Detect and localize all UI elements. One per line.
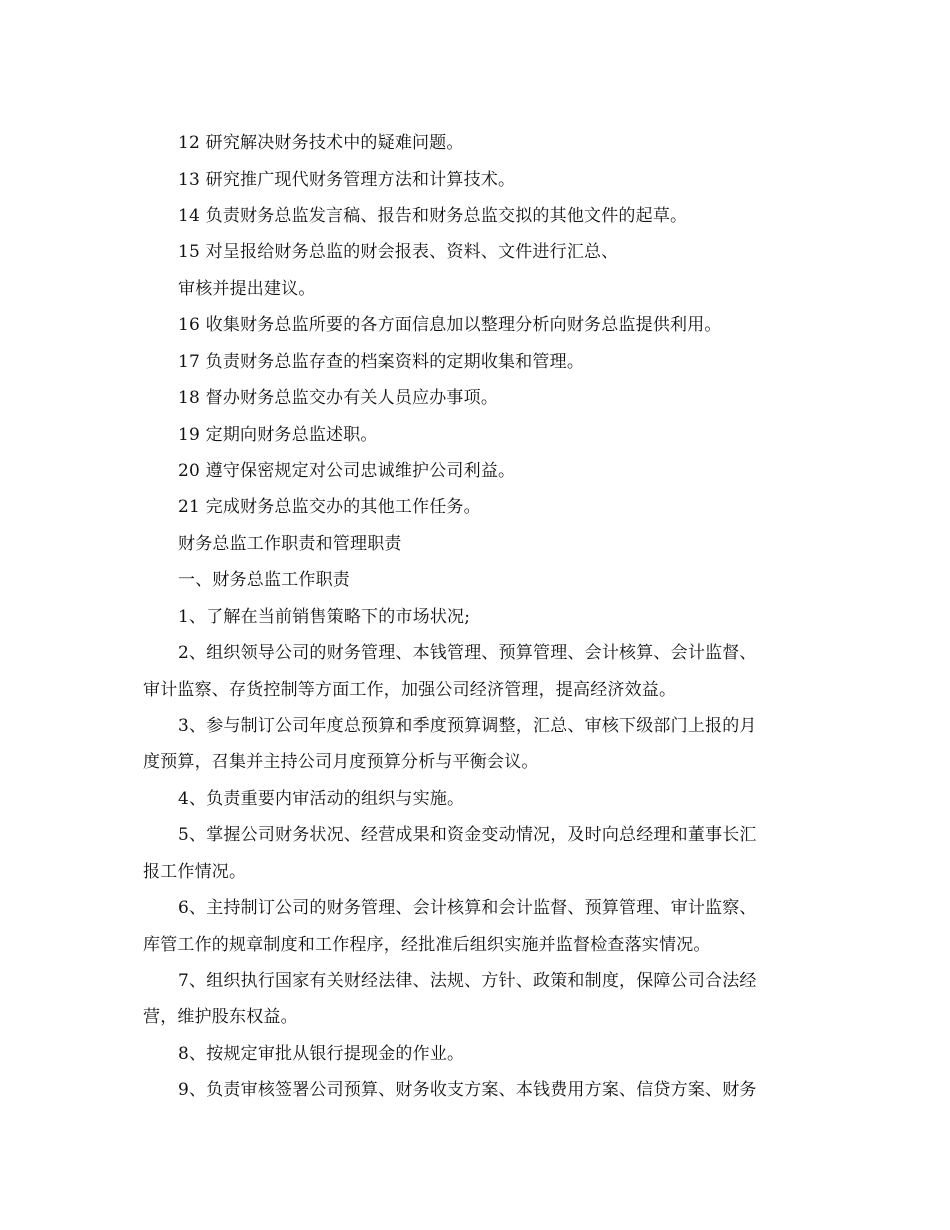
paragraph-6-line-1: 6、主持制订公司的财务管理、会计核算和会计监督、预算管理、审计监察、 — [178, 898, 757, 918]
paragraph-7-line-1: 7、组织执行国家有关财经法律、法规、方针、政策和制度，保障公司合法经 — [178, 971, 757, 991]
paragraph-6-line-2: 库管工作的规章制度和工作程序，经批准后组织实施并监督检查落实情况。 — [143, 935, 711, 955]
paragraph-1: 1、了解在当前销售策略下的市场状况; — [178, 607, 471, 627]
paragraph-9-line-1: 9、负责审核签署公司预算、财务收支方案、本钱费用方案、信贷方案、财务 — [178, 1080, 757, 1100]
paragraph-4: 4、负责重要内审活动的组织与实施。 — [178, 789, 465, 809]
text-line-item-17: 17 负责财务总监存查的档案资料的定期收集和管理。 — [178, 352, 585, 372]
section-heading: 财务总监工作职责和管理职责 — [178, 534, 402, 554]
text-line-item-15-cont: 审核并提出建议。 — [178, 279, 316, 299]
paragraph-7-line-2: 营，维护股东权益。 — [143, 1007, 298, 1027]
text-line-item-21: 21 完成财务总监交办的其他工作任务。 — [178, 497, 481, 517]
text-line-item-14: 14 负责财务总监发言稿、报告和财务总监交拟的其他文件的起草。 — [178, 206, 688, 226]
text-line-item-13: 13 研究推广现代财务管理方法和计算技术。 — [178, 170, 516, 190]
text-line-item-18: 18 督办财务总监交办有关人员应办事项。 — [178, 388, 499, 408]
paragraph-3-line-2: 度预算，召集并主持公司月度预算分析与平衡会议。 — [143, 752, 539, 772]
text-line-item-16: 16 收集财务总监所要的各方面信息加以整理分析向财务总监提供利用。 — [178, 315, 722, 335]
text-line-item-12: 12 研究解决财务技术中的疑难问题。 — [178, 133, 464, 153]
paragraph-2-line-1: 2、组织领导公司的财务管理、本钱管理、预算管理、会计核算、会计监督、 — [178, 643, 757, 663]
text-line-item-19: 19 定期向财务总监述职。 — [178, 425, 378, 445]
text-line-item-15: 15 对呈报给财务总监的财会报表、资料、文件进行汇总、 — [178, 242, 619, 262]
paragraph-5-line-2: 报工作情况。 — [143, 862, 247, 882]
paragraph-5-line-1: 5、掌握公司财务状况、经营成果和资金变动情况，及时向总经理和董事长汇 — [178, 825, 757, 845]
text-line-item-20: 20 遵守保密规定对公司忠诚维护公司利益。 — [178, 461, 516, 481]
paragraph-2-line-2: 审计监察、存货控制等方面工作，加强公司经济管理，提高经济效益。 — [143, 680, 677, 700]
paragraph-8: 8、按规定审批从银行提现金的作业。 — [178, 1044, 465, 1064]
paragraph-3-line-1: 3、参与制订公司年度总预算和季度预算调整，汇总、审核下级部门上报的月 — [178, 716, 757, 736]
subsection-heading: 一、财务总监工作职责 — [178, 570, 350, 590]
